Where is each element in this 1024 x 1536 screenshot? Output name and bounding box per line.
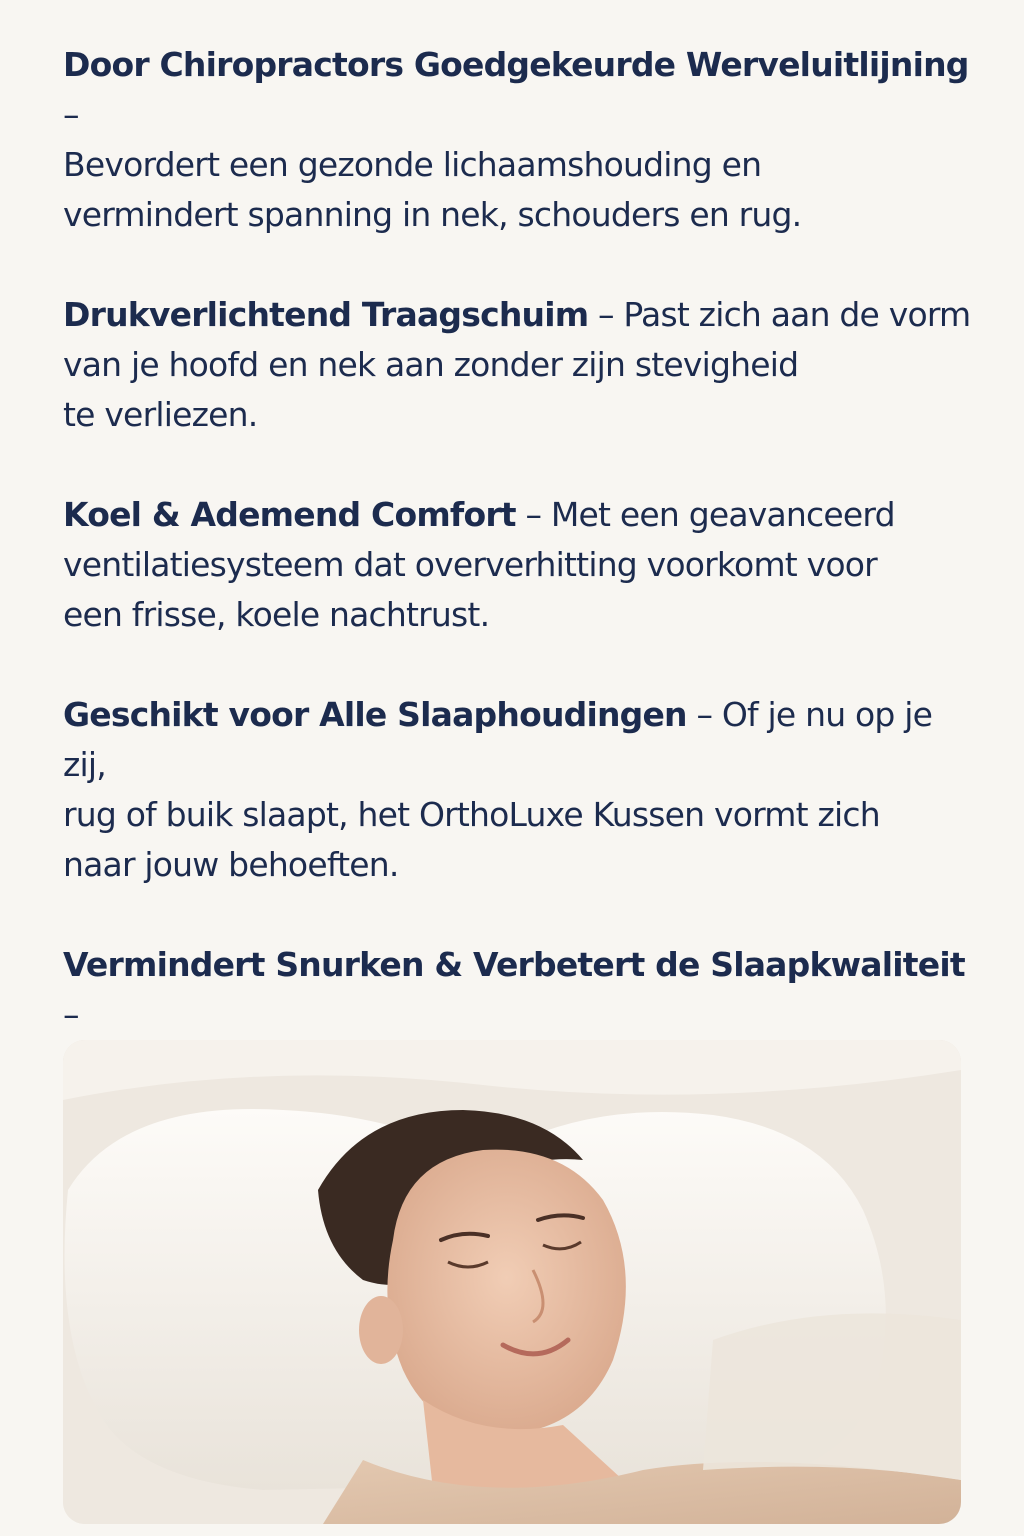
sleeping-woman-illustration [63, 1040, 961, 1524]
feature-description: Bevordert een gezonde lichaamshouding en [63, 145, 762, 184]
feature-description: ventilatiesysteem dat oververhitting voorkomt voor [63, 545, 877, 584]
feature-item-cooling [63, 490, 983, 640]
feature-separator: – [515, 495, 551, 534]
feature-list [63, 40, 983, 1190]
feature-title: Drukverlichtend Traagschuim [63, 295, 589, 334]
feature-description: Met een geavanceerd [550, 495, 895, 534]
blanket-shape [703, 1313, 961, 1480]
feature-description: Of je nu op je zij, [63, 695, 933, 784]
feature-description: een frisse, koele nachtrust. [63, 595, 490, 634]
feature-item-memory-foam [63, 290, 983, 440]
feature-description: naar jouw behoeften. [63, 845, 399, 884]
feature-description: te verliezen. [63, 395, 258, 434]
feature-item-sleep-positions [63, 690, 983, 890]
feature-title: Door Chiropractors Goedgekeurde Werveluitlijning [63, 45, 969, 84]
feature-description: vermindert spanning in nek, schouders en rug. [63, 195, 802, 234]
feature-separator: – [686, 695, 722, 734]
product-photo-sleeping-woman [63, 1040, 961, 1524]
feature-title: Koel & Ademend Comfort [63, 495, 516, 534]
feature-separator: – [63, 995, 79, 1034]
feature-separator: – [588, 295, 624, 334]
feature-description: van je hoofd en nek aan zonder zijn stevigheid [63, 345, 799, 384]
face-shape [387, 1150, 625, 1435]
ear-shape [359, 1296, 403, 1364]
feature-title: Vermindert Snurken & Verbetert de Slaapkwaliteit [63, 945, 965, 984]
feature-title: Geschikt voor Alle Slaaphoudingen [63, 695, 687, 734]
feature-item-spinal-alignment [63, 40, 983, 240]
feature-description: Past zich aan de vorm [623, 295, 971, 334]
feature-separator: – [63, 95, 79, 134]
feature-description: rug of buik slaapt, het OrthoLuxe Kussen vormt zich [63, 795, 880, 834]
